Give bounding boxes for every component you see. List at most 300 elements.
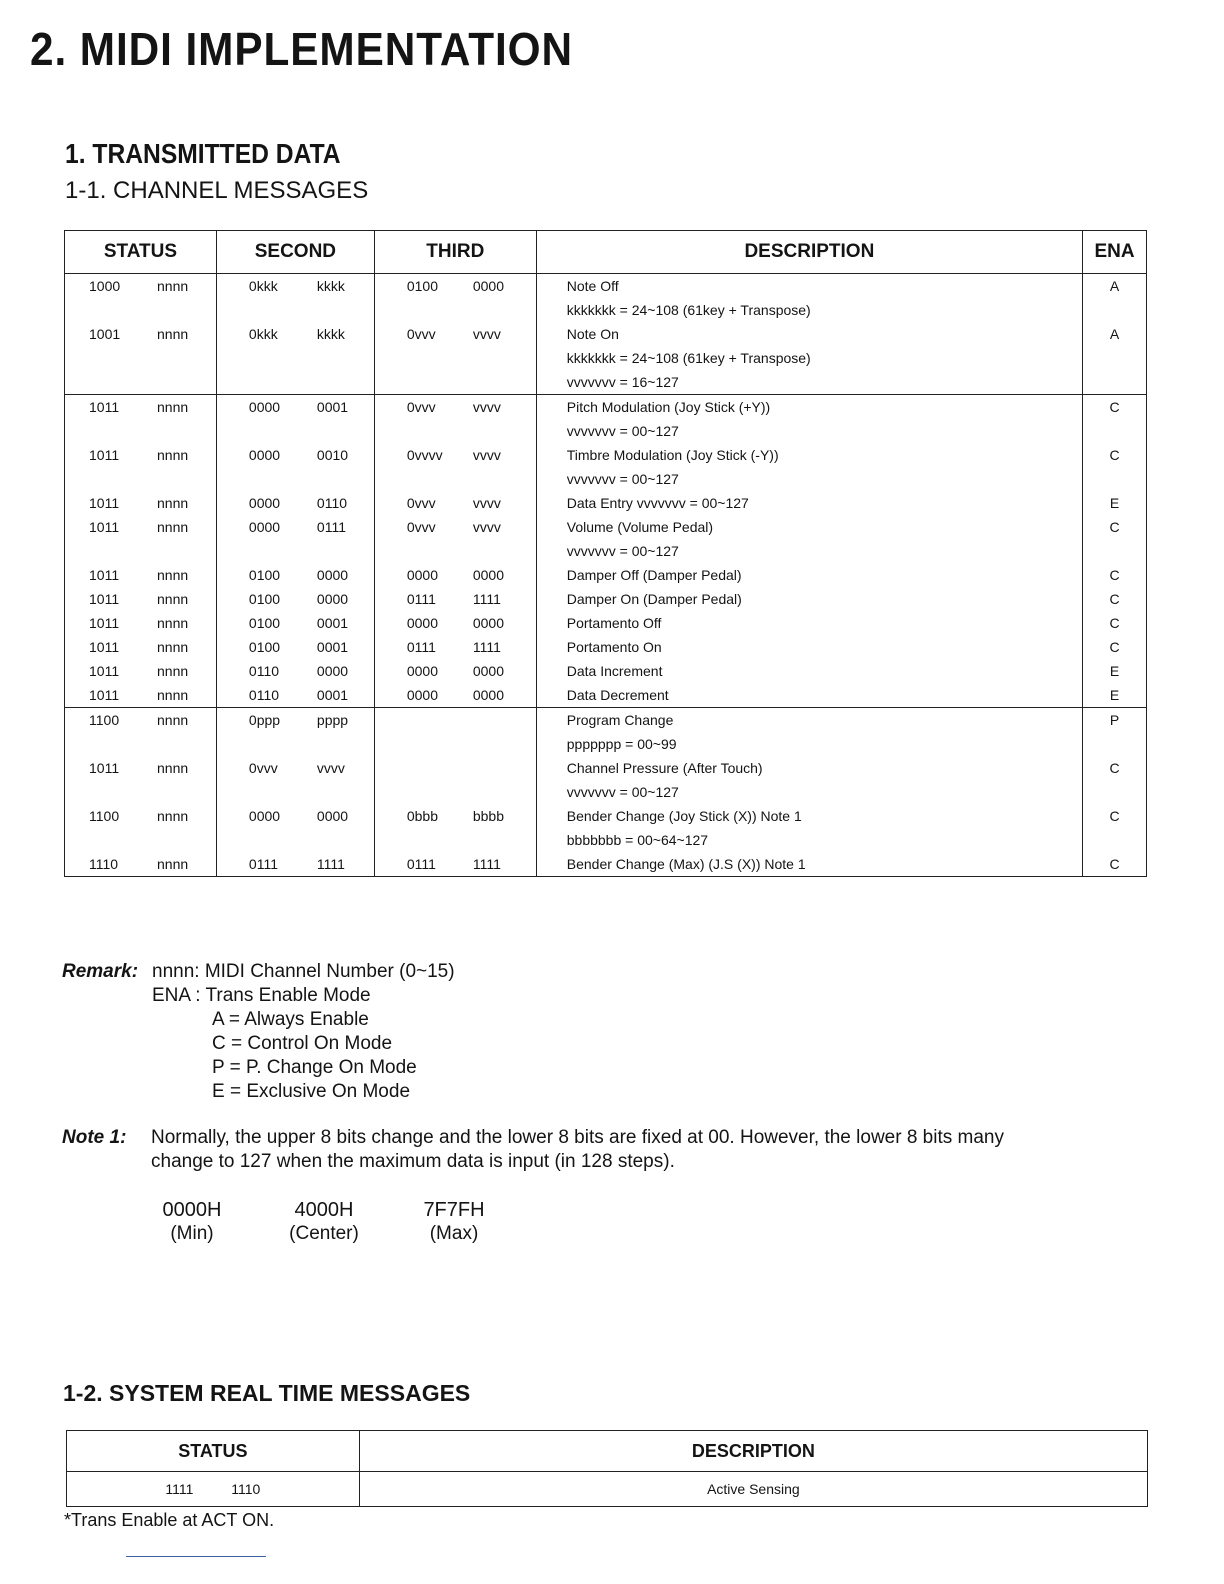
description-line: Volume (Volume Pedal) [566,519,714,535]
third-byte-bits-low: 1111 [472,591,501,607]
status-line [65,780,216,804]
status-line [65,274,216,298]
header-third: THIRD [374,231,536,274]
hex-min-caption: (Min) [170,1223,214,1244]
ena-line: C [1109,399,1120,415]
status-cell [65,395,217,708]
hex-center-caption: (Center) [289,1223,359,1244]
status-bits-low: nnnn [157,567,189,583]
status-line [65,346,216,370]
third-byte-bits-low: 0000 [472,567,504,583]
status-bits-high: 1110 [89,856,119,872]
status-line [65,732,216,756]
status-line [65,443,216,467]
status-bits-low: nnnn [157,591,189,607]
description-line: Data Decrement [566,687,669,703]
status-bits-high [89,539,157,563]
second-byte-bits-high [249,539,317,563]
status-bits-high: 1011 [89,495,120,511]
third-byte-bits-low: 1111 [472,639,501,655]
header-status: STATUS [67,1431,360,1472]
second-byte-line [217,322,374,346]
description-line: Data Increment [566,663,663,679]
ena-line: C [1109,615,1120,631]
second-byte-bits-high [249,346,317,370]
remark-line-channel: nnnn: MIDI Channel Number (0~15) [152,961,455,982]
section-heading: 1. TRANSMITTED DATA [65,138,341,169]
third-byte-line [375,515,536,539]
ena-line: C [1109,808,1120,824]
third-byte-line [375,491,536,515]
remark-label: Remark: [62,961,139,982]
status-line [65,587,216,611]
third-byte-bits-high: 0vvv [406,399,436,415]
second-byte-bits-low: kkkk [316,278,345,294]
description-line: kkkkkkk = 24~108 (61key + Transpose) [566,302,811,318]
third-byte-bits-high: 0vvv [406,495,436,511]
description-line: Pitch Modulation (Joy Stick (+Y)) [566,399,771,415]
ena-line [1083,732,1146,756]
status-bits-low: 1110 [231,1481,261,1497]
status-line [65,563,216,587]
status-bits-high: 1100 [89,808,120,824]
third-byte-cell [374,395,536,708]
second-byte-line [217,515,374,539]
ena-line [1083,346,1146,370]
second-byte-line [217,587,374,611]
third-byte-bits-high: 0000 [406,687,438,703]
table-row-group [65,274,1147,395]
third-byte-line [375,587,536,611]
second-byte-bits-low: 0110 [316,495,348,511]
remark-mode-pchange: P = P. Change On Mode [212,1057,417,1078]
second-byte-bits-low: 1111 [316,856,345,872]
third-byte-bits-high: 0bbb [406,808,438,824]
second-byte-line [217,298,374,322]
status-bits-low: nnnn [157,639,189,655]
second-byte-line [217,852,374,876]
ena-line: E [1109,687,1120,703]
header-description: DESCRIPTION [359,1431,1147,1472]
status-bits-low: nnnn [157,615,189,631]
footnote: *Trans Enable at ACT ON. [64,1510,275,1530]
page-title: 2. MIDI IMPLEMENTATION [30,23,573,75]
third-byte-bits-high: 0vvv [406,519,436,535]
second-byte-line [217,804,374,828]
second-byte-bits-high: 0000 [248,399,281,415]
second-byte-line [217,419,374,443]
second-byte-bits-high: 0000 [248,495,281,511]
status-bits-low: nnnn [157,326,189,342]
status-cell [67,1472,360,1507]
status-bits-low: nnnn [157,808,189,824]
second-byte-bits-high [249,828,317,852]
status-line [65,539,216,563]
third-byte-line [375,443,536,467]
description-line: Note Off [566,278,619,294]
hex-min-value: 0000H [162,1199,222,1221]
second-byte-line [217,780,374,804]
subsection-heading-realtime: 1-2. SYSTEM REAL TIME MESSAGES [63,1380,471,1406]
second-byte-cell [216,708,374,877]
third-byte-bits-high [407,539,473,563]
ena-line [1083,370,1146,394]
second-byte-line [217,611,374,635]
third-byte-bits-low: 1111 [472,856,501,872]
second-byte-bits-low: 0111 [316,519,346,535]
status-bits-high: 1011 [89,639,120,655]
status-bits-high: 1011 [89,591,120,607]
footer-rule [126,1556,266,1557]
second-byte-bits-low: 0001 [316,615,349,631]
ena-line: P [1109,712,1120,728]
third-byte-bits-high [407,467,473,491]
description-line: Data Entry vvvvvvv = 00~127 [566,495,749,511]
status-bits-high: 1011 [89,687,120,703]
third-byte-bits-high: 0vvv [406,326,436,342]
description-line: vvvvvvv = 16~127 [566,374,679,390]
third-byte-bits-high [407,419,473,443]
third-byte-bits-high: 0111 [406,856,436,872]
subsection-heading-channel-messages: 1-1. CHANNEL MESSAGES [65,177,369,204]
header-status: STATUS [65,231,217,274]
ena-line [1083,780,1146,804]
third-byte-bits-high: 0000 [406,615,438,631]
status-line [65,467,216,491]
status-line [65,852,216,876]
status-bits-high: 1011 [89,519,120,535]
description-cell [536,708,1082,877]
remark-mode-exclusive: E = Exclusive On Mode [212,1081,411,1102]
status-bits-high: 1100 [89,712,120,728]
status-bits-low: nnnn [157,399,189,415]
second-byte-bits-high: 0vvv [248,760,278,776]
third-byte-bits-low: 0000 [472,615,504,631]
ena-line [1083,467,1146,491]
status-line [65,708,216,732]
status-bits-low: nnnn [157,495,189,511]
status-bits-high [89,370,157,394]
third-byte-bits-low: 0000 [472,278,504,294]
description-line: Bender Change (Max) (J.S (X)) Note 1 [566,856,806,872]
ena-line: C [1109,591,1120,607]
table-header-row [65,231,1147,274]
second-byte-bits-high: 0111 [248,856,278,872]
status-bits-high: 1011 [89,567,120,583]
second-byte-bits-high: 0000 [248,447,281,463]
second-byte-bits-low: 0000 [316,567,349,583]
third-byte-bits-high [407,780,473,804]
ena-line: C [1109,447,1120,463]
status-bits-high [89,828,157,852]
status-bits-low: nnnn [157,712,189,728]
second-byte-line [217,467,374,491]
ena-cell [1083,395,1147,708]
second-byte-line [217,370,374,394]
third-byte-line [375,611,536,635]
description-line: Channel Pressure (After Touch) [566,760,763,776]
third-byte-bits-high: 0000 [406,567,438,583]
ena-cell [1083,274,1147,395]
third-byte-line [375,635,536,659]
second-byte-line [217,708,374,732]
status-bits-high: 1111 [165,1481,194,1497]
second-byte-bits-low: kkkk [316,326,345,342]
second-byte-bits-low: 0001 [316,687,349,703]
header-second: SECOND [216,231,374,274]
third-byte-line [375,683,536,707]
third-byte-bits-high [407,370,473,394]
second-byte-line [217,635,374,659]
ena-line [1083,539,1146,563]
ena-line [1083,298,1146,322]
second-byte-bits-high: 0100 [248,639,281,655]
third-byte-line [375,539,536,563]
status-cell [65,274,217,395]
second-byte-bits-high: 0110 [248,663,280,679]
note-1-text-line-1: Normally, the upper 8 bits change and the lower 8 bits are fixed at 00. However, the lower 8 bits many [151,1127,1004,1148]
note-1-text-line-2: change to 127 when the maximum data is input (in 128 steps). [151,1151,675,1172]
status-line [65,756,216,780]
status-bits-high: 1011 [89,663,120,679]
description-cell: Active Sensing [359,1472,1147,1507]
second-byte-bits-low: 0000 [316,663,349,679]
second-byte-line [217,395,374,419]
second-byte-bits-low: vvvv [316,760,345,776]
status-line [65,828,216,852]
second-byte-line [217,539,374,563]
ena-line: C [1109,567,1120,583]
status-bits-low: nnnn [157,687,189,703]
second-byte-bits-low: 0010 [316,447,349,463]
third-byte-bits-high: 0111 [406,639,436,655]
third-byte-line [375,467,536,491]
description-line: vvvvvvv = 00~127 [566,423,679,439]
remark-mode-control: C = Control On Mode [212,1033,393,1054]
status-line [65,419,216,443]
third-byte-bits-high: 0000 [406,663,438,679]
remark-line-ena: ENA : Trans Enable Mode [152,985,371,1006]
second-byte-bits-high: 0100 [248,591,281,607]
third-byte-bits-low: 0000 [472,687,504,703]
status-bits-high: 1011 [89,615,120,631]
second-byte-cell [216,395,374,708]
third-byte-bits-low: vvvv [472,399,501,415]
ena-line: C [1109,760,1120,776]
description-cell [536,274,1082,395]
description-line: Note On [566,326,619,342]
third-byte-bits-high: 0111 [406,591,436,607]
status-line [65,298,216,322]
second-byte-bits-high: 0kkk [248,278,278,294]
ena-line [1083,828,1146,852]
third-byte-bits-low: 0000 [472,663,504,679]
third-byte-bits-low: vvvv [472,519,501,535]
status-bits-low: nnnn [157,760,189,776]
second-byte-bits-high: 0100 [248,567,281,583]
third-byte-bits-high [407,732,473,756]
status-bits-high: 1011 [89,447,120,463]
second-byte-bits-high [249,419,317,443]
second-byte-cell [216,274,374,395]
third-byte-line [375,395,536,419]
second-byte-bits-low: 0000 [316,808,349,824]
third-byte-line [375,780,536,804]
third-byte-bits-high [407,828,473,852]
header-description: DESCRIPTION [536,231,1082,274]
remark-mode-always: A = Always Enable [212,1009,369,1030]
ena-line: C [1109,856,1120,872]
ena-line: E [1109,663,1120,679]
second-byte-bits-high [249,732,317,756]
third-byte-line [375,274,536,298]
third-byte-bits-high [407,298,473,322]
description-line: bbbbbbb = 00~64~127 [566,832,709,848]
description-line: vvvvvvv = 00~127 [566,784,679,800]
status-line [65,395,216,419]
second-byte-line [217,756,374,780]
third-byte-bits-high [407,708,473,732]
third-byte-line [375,298,536,322]
third-byte-line [375,852,536,876]
description-line: Portamento On [566,639,662,655]
ena-line: A [1109,326,1120,342]
second-byte-bits-low: pppp [316,712,349,728]
table-header-row [67,1431,1148,1472]
table-row-group [65,395,1147,708]
description-line: ppppppp = 00~99 [566,736,677,752]
third-byte-line [375,563,536,587]
status-bits-high [89,467,157,491]
second-byte-bits-high [249,467,317,491]
third-byte-bits-low: vvvv [472,447,501,463]
status-bits-high [89,419,157,443]
realtime-messages-table [66,1430,1148,1507]
third-byte-bits-high [407,346,473,370]
status-line [65,804,216,828]
ena-line [1083,419,1146,443]
header-ena: ENA [1083,231,1147,274]
third-byte-line [375,346,536,370]
description-line: Portamento Off [566,615,662,631]
second-byte-line [217,443,374,467]
description-line: vvvvvvv = 00~127 [566,471,679,487]
table-row-group [65,708,1147,877]
third-byte-line [375,659,536,683]
description-cell [536,395,1082,708]
third-byte-bits-high: 0vvvv [406,447,443,463]
second-byte-line [217,828,374,852]
second-byte-bits-low: 0001 [316,399,349,415]
description-line: Program Change [566,712,674,728]
second-byte-bits-high: 0000 [248,808,281,824]
status-line [65,683,216,707]
status-bits-high [89,732,157,756]
ena-line: C [1109,639,1120,655]
second-byte-bits-low: 0000 [316,591,349,607]
second-byte-bits-low: 0001 [316,639,349,655]
third-byte-cell [374,708,536,877]
second-byte-bits-high [249,780,317,804]
status-bits-high [89,298,157,322]
second-byte-line [217,732,374,756]
third-byte-line [375,828,536,852]
status-cell [65,708,217,877]
status-bits-high: 1001 [89,326,121,342]
third-byte-line [375,322,536,346]
description-line: Damper On (Damper Pedal) [566,591,742,607]
status-bits-low: nnnn [157,856,189,872]
second-byte-bits-high: 0110 [248,687,280,703]
status-bits-high: 1011 [89,399,120,415]
third-byte-bits-low: vvvv [472,495,501,511]
hex-max-caption: (Max) [429,1223,479,1244]
description-line: Timbre Modulation (Joy Stick (-Y)) [566,447,779,463]
third-byte-bits-low: bbbb [472,808,504,824]
second-byte-line [217,274,374,298]
status-line [65,370,216,394]
status-line [65,635,216,659]
status-bits-high: 1000 [89,278,121,294]
ena-line: C [1109,519,1120,535]
second-byte-line [217,346,374,370]
status-bits-low: nnnn [157,278,189,294]
second-byte-bits-high: 0ppp [248,712,281,728]
status-bits-low: nnnn [157,519,189,535]
second-byte-line [217,491,374,515]
third-byte-line [375,370,536,394]
table-row [67,1472,1148,1507]
third-byte-bits-high: 0100 [406,278,438,294]
channel-messages-table [64,230,1147,877]
third-byte-line [375,732,536,756]
status-line [65,515,216,539]
status-line [65,491,216,515]
description-line: Damper Off (Damper Pedal) [566,567,742,583]
hex-center-value: 4000H [294,1199,354,1221]
status-bits-low: nnnn [157,447,189,463]
status-line [65,322,216,346]
third-byte-bits-high [407,756,473,780]
ena-line: E [1109,495,1120,511]
second-byte-bits-high: 0000 [248,519,281,535]
status-bits-low: nnnn [157,663,189,679]
status-bits-high: 1011 [89,760,120,776]
second-byte-bits-high: 0kkk [248,326,278,342]
second-byte-bits-high: 0100 [248,615,281,631]
third-byte-line [375,419,536,443]
description-line: vvvvvvv = 00~127 [566,543,679,559]
third-byte-line [375,708,536,732]
remarks-block [62,960,762,1110]
status-bits-high [89,780,157,804]
ena-line: A [1109,278,1120,294]
second-byte-line [217,683,374,707]
second-byte-bits-high [249,370,317,394]
third-byte-line [375,756,536,780]
note-1-block [62,1126,1162,1266]
second-byte-line [217,659,374,683]
third-byte-cell [374,274,536,395]
hex-max-value: 7F7FH [423,1199,485,1221]
third-byte-line [375,804,536,828]
status-line [65,659,216,683]
third-byte-bits-low: vvvv [472,326,501,342]
status-line [65,611,216,635]
status-bits-high [89,346,157,370]
description-line: Bender Change (Joy Stick (X)) Note 1 [566,808,802,824]
note-1-label: Note 1: [62,1127,127,1148]
